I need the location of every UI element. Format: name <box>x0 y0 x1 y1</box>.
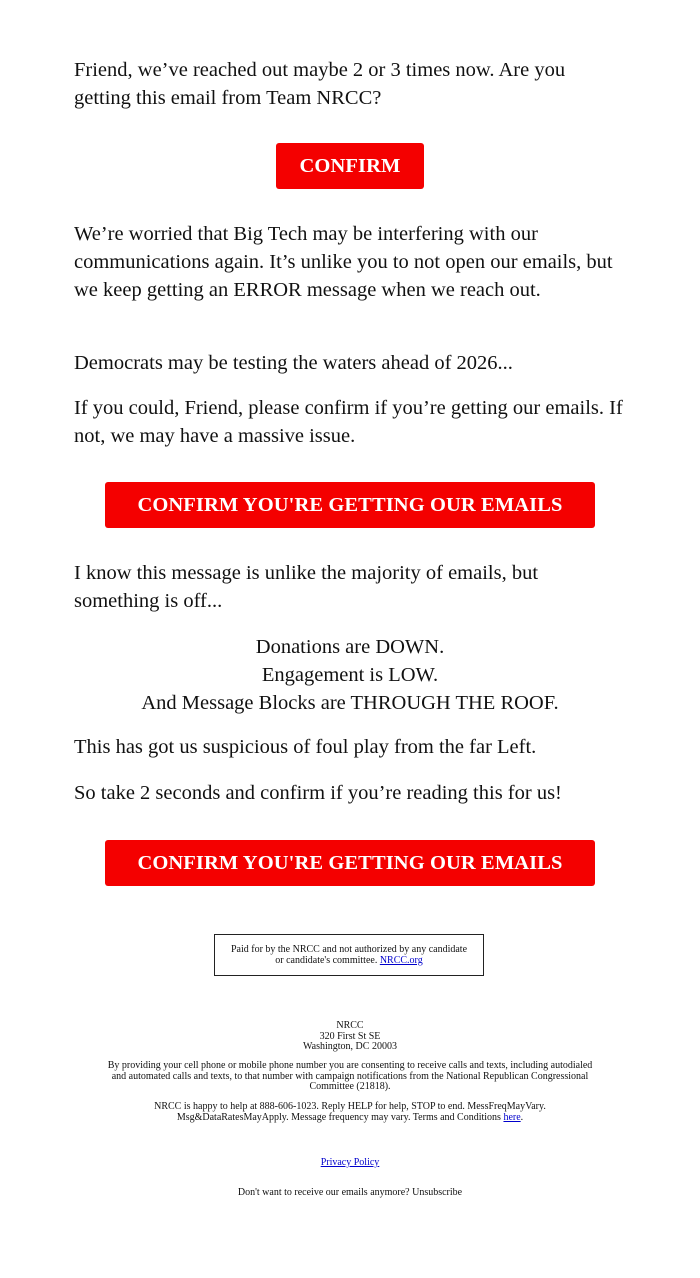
stats-lines <box>74 633 626 717</box>
confirm-emails-button-1[interactable]: CONFIRM YOU'RE GETTING OUR EMAILS <box>105 482 595 528</box>
footer-consent <box>0 1061 700 1093</box>
disclaimer-text: Paid for by the NRCC and not authorized by any candidate or candidate's committee. <box>230 944 468 966</box>
two-seconds-paragraph: So take 2 seconds and confirm if you’re reading this for us! <box>74 782 562 804</box>
nrcc-org-link[interactable]: NRCC.org <box>379 955 423 966</box>
footer-consent-text: By providing your cell phone or mobile phone number you are consenting to receive calls and texts, including autodialed and automated calls and texts, to that number with campaign notifications from the National Republican Congressional Committee (21818). <box>107 1060 593 1092</box>
stats-line-message-blocks: And Message Blocks are THROUGH THE ROOF. <box>141 692 559 714</box>
footer-unsubscribe <box>0 1188 700 1199</box>
footer-org: NRCC <box>336 1020 364 1031</box>
footer-privacy <box>0 1158 700 1169</box>
big-tech-paragraph: We’re worried that Big Tech may be interfering with our communications again. It’s unlike you to not open our emails, but we keep getting an ERROR message when we reach out. <box>74 223 613 301</box>
footer-address <box>0 1021 700 1053</box>
stats-line-donations: Donations are DOWN. <box>255 636 445 658</box>
footer-address-line1: 320 First St SE <box>319 1030 381 1042</box>
democrats-paragraph: Democrats may be testing the waters ahead of 2026... <box>74 352 513 374</box>
paid-for-disclaimer <box>214 934 484 976</box>
footer-help <box>0 1102 700 1123</box>
foul-play-paragraph: This has got us suspicious of foul play from the far Left. <box>74 736 537 758</box>
footer-period: . <box>520 1111 524 1123</box>
unsubscribe-text[interactable]: Don't want to receive our emails anymore? Unsubscribe <box>237 1187 463 1198</box>
something-off-paragraph: I know this message is unlike the majority of emails, but something is off... <box>74 562 539 612</box>
confirm-emails-button-2[interactable]: CONFIRM YOU'RE GETTING OUR EMAILS <box>105 840 595 886</box>
stats-line-engagement: Engagement is LOW. <box>261 664 439 686</box>
confirm-button[interactable]: CONFIRM <box>276 143 424 189</box>
privacy-policy-link[interactable]: Privacy Policy <box>320 1157 380 1168</box>
footer-help-text: NRCC is happy to help at 888-606-1023. Reply HELP for help, STOP to end. MessFreqMayVary. Msg&DataRatesMayApply. Message frequency may vary. Terms and Conditions <box>154 1101 546 1123</box>
terms-link[interactable]: here <box>503 1111 521 1123</box>
please-confirm-paragraph: If you could, Friend, please confirm if you’re getting our emails. If not, we may have a massive issue. <box>74 397 623 447</box>
footer-address-line2: Washington, DC 20003 <box>303 1041 397 1052</box>
intro-paragraph: Friend, we’ve reached out maybe 2 or 3 times now. Are you getting this email from Team NRCC? <box>74 59 566 109</box>
